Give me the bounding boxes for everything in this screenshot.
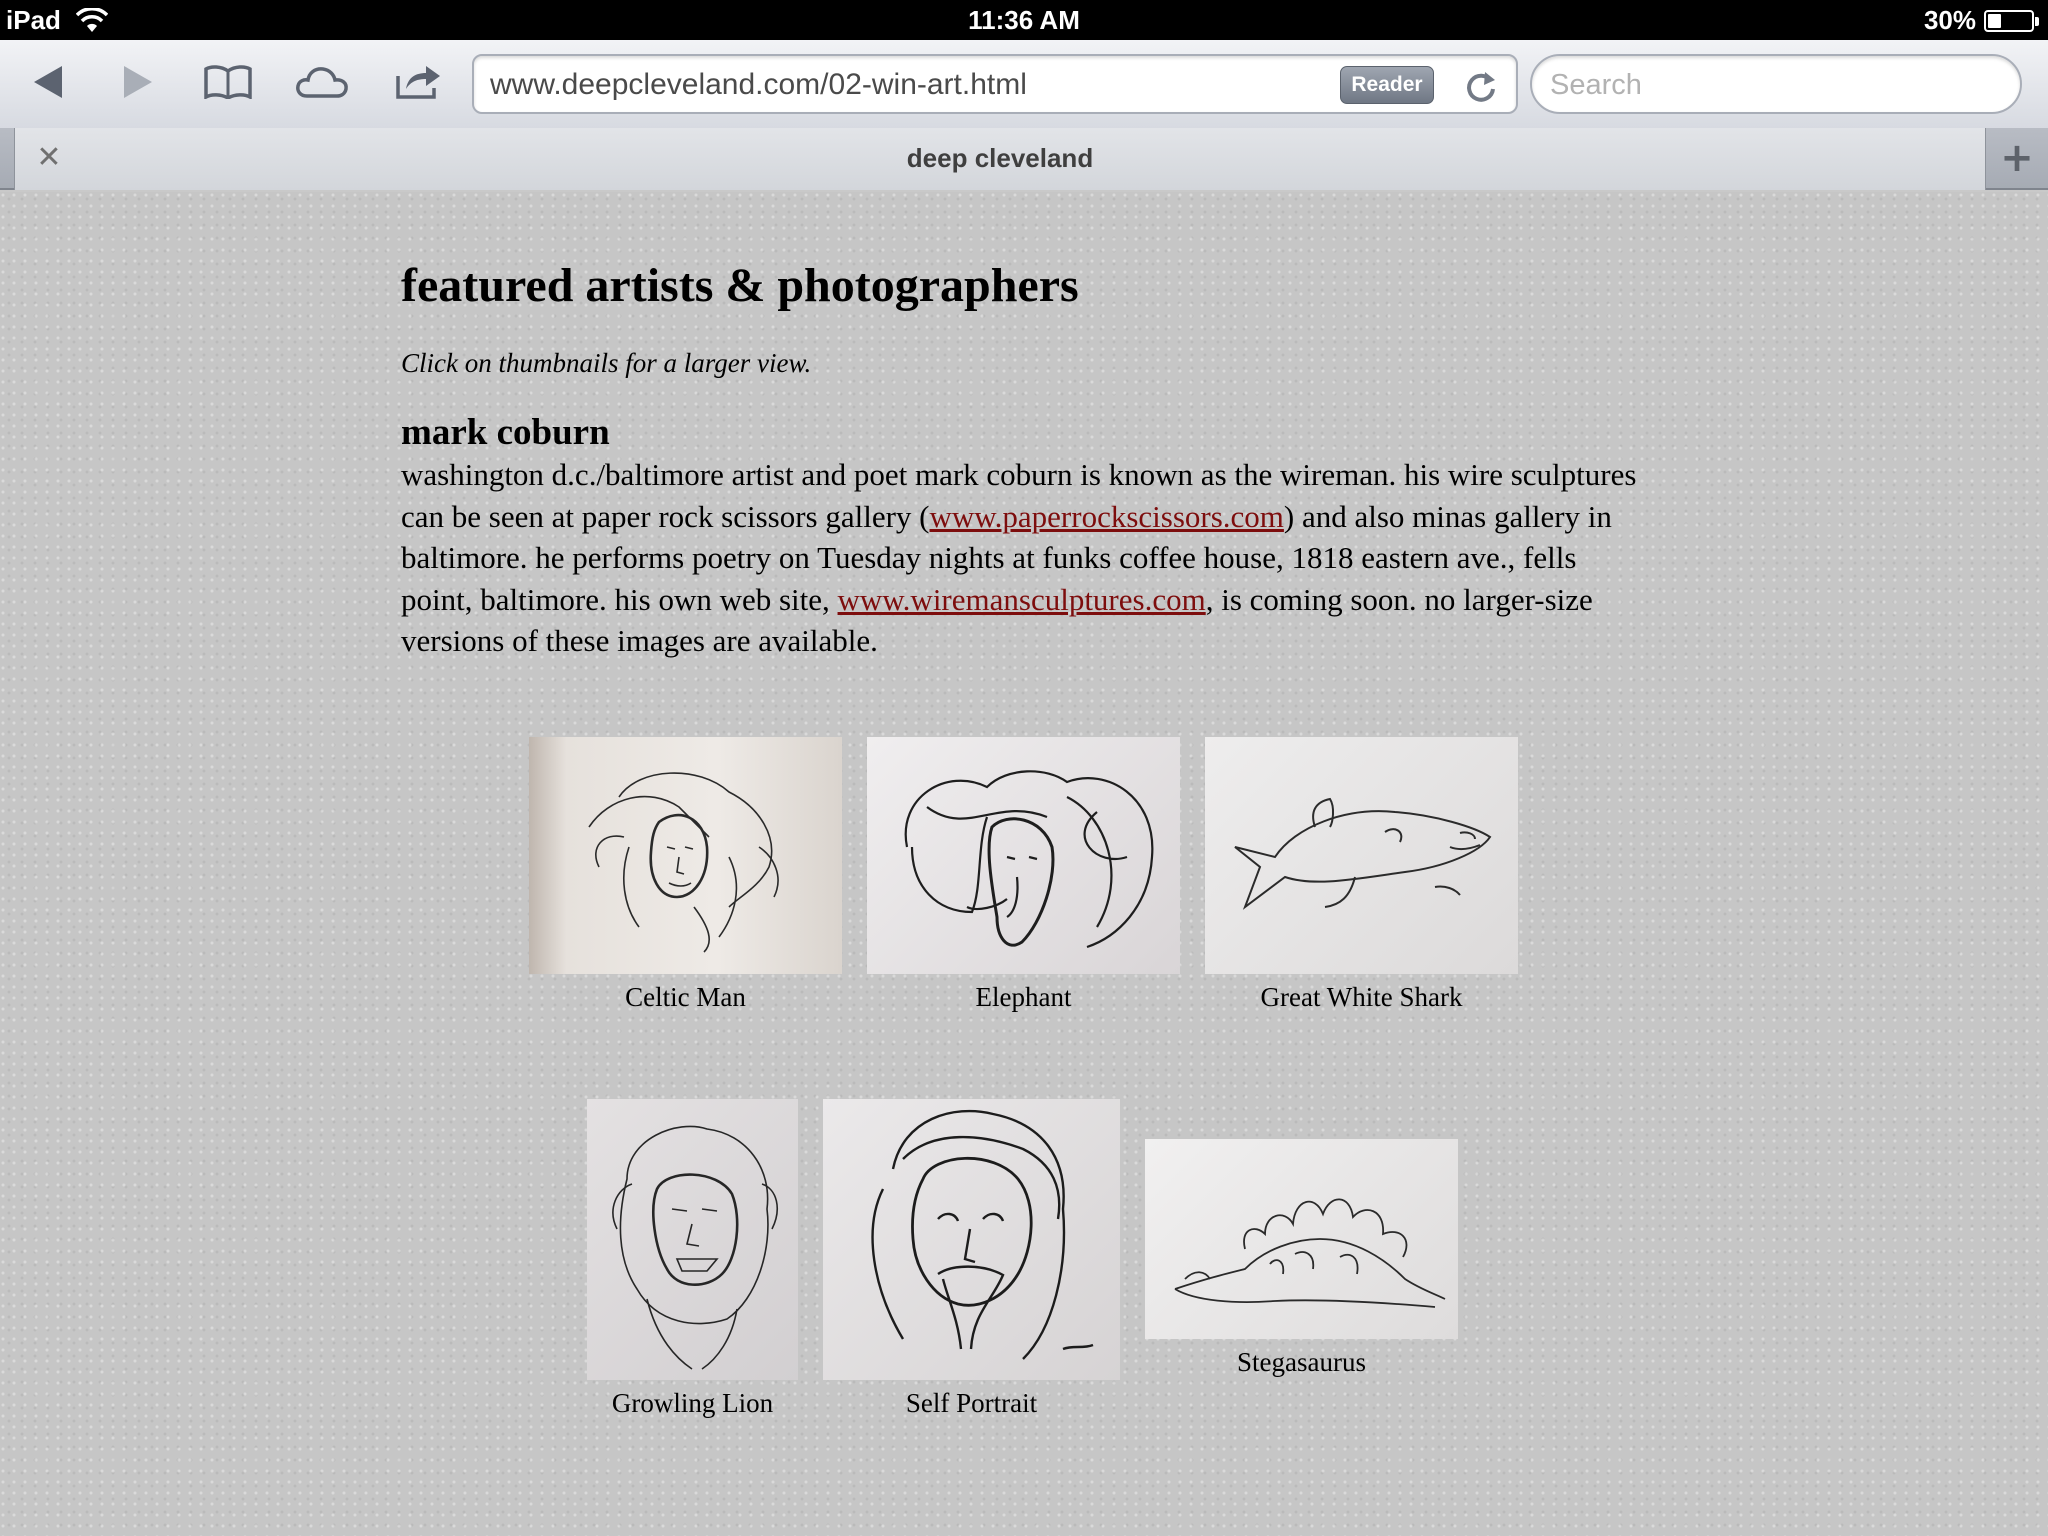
- url-text[interactable]: www.deepcleveland.com/02-win-art.html: [490, 68, 1027, 101]
- battery-icon: [1984, 10, 2034, 32]
- new-tab-plus-icon[interactable]: +: [2000, 135, 2034, 181]
- status-bar: [0, 0, 2048, 40]
- thumbnail-self-portrait[interactable]: [823, 1099, 1120, 1420]
- wire-sculpture-stegosaurus-icon: [1145, 1139, 1458, 1339]
- artist-name: mark coburn: [401, 412, 610, 453]
- tab-title: deep cleveland: [906, 143, 1094, 173]
- bookmarks-button[interactable]: [198, 54, 258, 110]
- reload-icon[interactable]: [1464, 70, 1498, 104]
- bio-text-part: ) and also minas gallery in baltimore. he performs poetry on Tuesday nights at funks coffee house, 1818 eastern ave., fells point, baltimore. his own web site,: [401, 498, 1612, 617]
- cloud-icon: [295, 65, 349, 99]
- elephant-image[interactable]: [867, 737, 1180, 974]
- browser-toolbar: [0, 40, 2048, 128]
- forward-arrow-icon: [120, 64, 156, 100]
- tab-deep-cleveland[interactable]: [14, 128, 1986, 190]
- thumbnail-hint: Click on thumbnails for a larger view.: [401, 348, 812, 378]
- reader-button[interactable]: Reader: [1340, 66, 1434, 104]
- self-portrait-image[interactable]: [823, 1099, 1120, 1380]
- stegasaurus-image[interactable]: [1145, 1139, 1458, 1339]
- share-icon: [394, 64, 442, 100]
- device-name: iPad: [6, 5, 61, 35]
- thumbnail-caption: Elephant: [975, 982, 1072, 1012]
- great-white-shark-image[interactable]: [1205, 737, 1518, 974]
- thumbnail-great-white-shark[interactable]: [1205, 737, 1518, 1014]
- battery-percentage: 30%: [1923, 5, 1976, 35]
- thumbnail-caption: Great White Shark: [1260, 982, 1463, 1012]
- share-button[interactable]: [388, 54, 448, 110]
- thumbnail-growling-lion[interactable]: [587, 1099, 798, 1420]
- bookmarks-book-icon: [203, 65, 253, 99]
- web-page: [0, 192, 2048, 1536]
- bio-text-part: , is coming soon. no larger-size versions of these images are available.: [401, 581, 1593, 658]
- back-arrow-icon: [30, 64, 66, 100]
- thumbnail-caption: Celtic Man: [625, 982, 746, 1012]
- wire-sculpture-portrait-icon: [823, 1099, 1120, 1380]
- page-content: [401, 258, 1641, 662]
- thumbnail-caption: Growling Lion: [611, 1388, 774, 1418]
- icloud-tabs-button[interactable]: [292, 54, 352, 110]
- wire-sculpture-elephant-icon: [867, 737, 1180, 974]
- artist-bio: [401, 454, 1641, 662]
- page-title: featured artists & photographers: [401, 259, 1079, 312]
- growling-lion-image[interactable]: [587, 1099, 798, 1380]
- celtic-man-image[interactable]: [529, 737, 842, 974]
- wiremansculptures-link[interactable]: www.wiremansculptures.com: [837, 581, 1206, 617]
- search-input[interactable]: [1550, 66, 2000, 104]
- search-bar[interactable]: [1530, 54, 2022, 114]
- thumbnail-elephant[interactable]: [867, 737, 1180, 1014]
- close-tab-icon[interactable]: ✕: [36, 140, 62, 175]
- paperrockscissors-link[interactable]: www.paperrockscissors.com: [929, 498, 1284, 534]
- thumbnail-celtic-man[interactable]: [529, 737, 842, 1014]
- address-bar[interactable]: [472, 54, 1518, 114]
- back-button[interactable]: [18, 54, 78, 110]
- wire-sculpture-face-icon: [529, 737, 842, 974]
- wire-sculpture-shark-icon: [1205, 737, 1518, 974]
- thumbnail-caption: Stegasaurus: [1237, 1347, 1366, 1377]
- thumbnail-stegasaurus[interactable]: [1145, 1139, 1458, 1379]
- tab-bar: [0, 128, 2048, 190]
- forward-button[interactable]: [108, 54, 168, 110]
- wire-sculpture-lion-icon: [587, 1099, 798, 1380]
- bio-text-part: washington d.c./baltimore artist and poet mark coburn is known as the wireman. his wire sculptures can be seen at paper rock scissors gallery (: [401, 457, 1637, 534]
- status-clock: 11:36 AM: [968, 5, 1080, 35]
- thumbnail-caption: Self Portrait: [905, 1388, 1038, 1418]
- battery-level: [1988, 14, 2001, 28]
